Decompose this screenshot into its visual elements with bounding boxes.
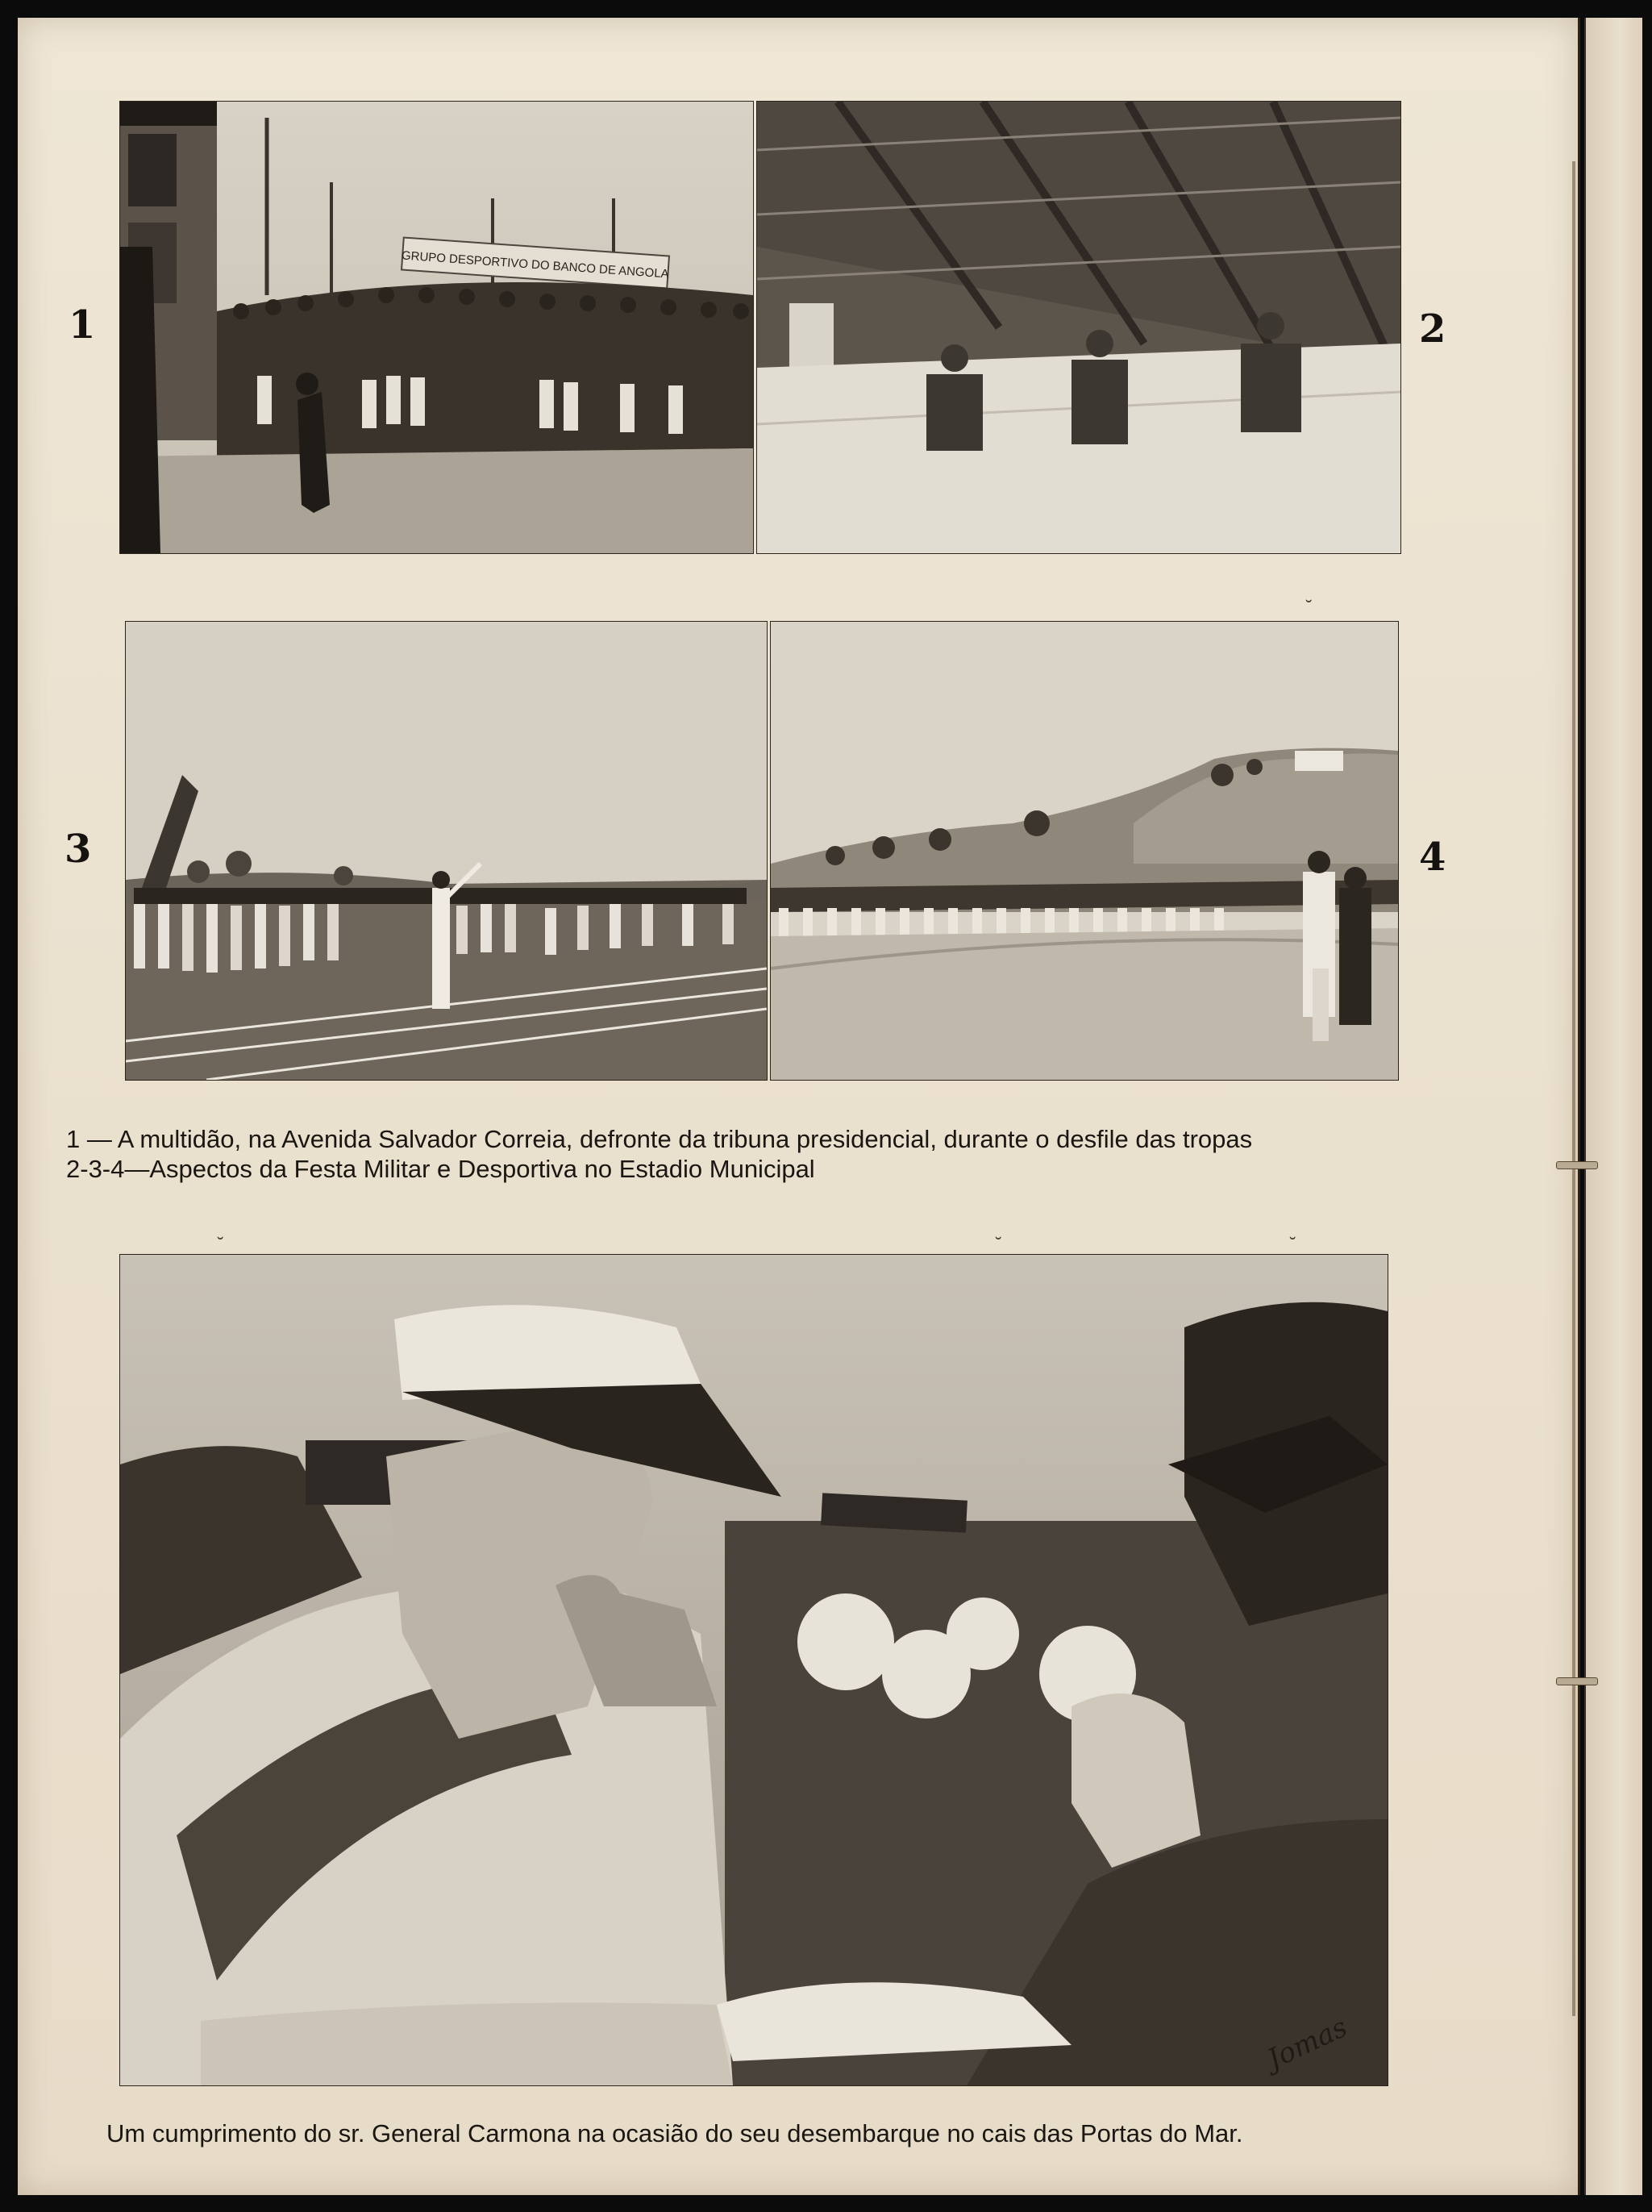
print-mark: ˘ [996,1234,1002,1254]
print-mark: ˘ [1290,1234,1296,1254]
photo-number-3: 3 [64,827,92,872]
photo-main-greeting [119,1254,1388,2086]
print-mark: ˘ [218,1234,224,1254]
photo-2-tribune [756,101,1401,554]
facing-page-edge [1584,18,1642,2195]
photo-number-2: 2 [1419,306,1446,352]
photo-1-crowd [119,101,754,554]
photo-4-field [770,621,1399,1081]
photo-1-banner-text: GRUPO DESPORTIVO DO BANCO DE ANGOLA [401,248,670,281]
photo-number-1: 1 [69,302,96,348]
binding-staple [1556,1161,1598,1169]
binding-staple [1556,1677,1598,1685]
print-mark: ˘ [1306,597,1313,617]
photo-3-parade [125,621,768,1081]
photographer-signature: Jomas [1262,2010,1353,2077]
photo-number-4: 4 [1419,835,1446,880]
caption-main-photo: Um cumprimento do sr. General Carmona na ocasião do seu desembarque no cais das Portas do Mar. [106,2119,1243,2147]
caption-photos-2-3-4: 2-3-4—Aspectos da Festa Militar e Desportiva no Estadio Municipal [66,1155,815,1183]
page-fold [1572,161,1575,2016]
caption-photo-1: 1 — A multidão, na Avenida Salvador Correia, defronte da tribuna presidencial, durante o desfile das tropas [66,1125,1253,1153]
